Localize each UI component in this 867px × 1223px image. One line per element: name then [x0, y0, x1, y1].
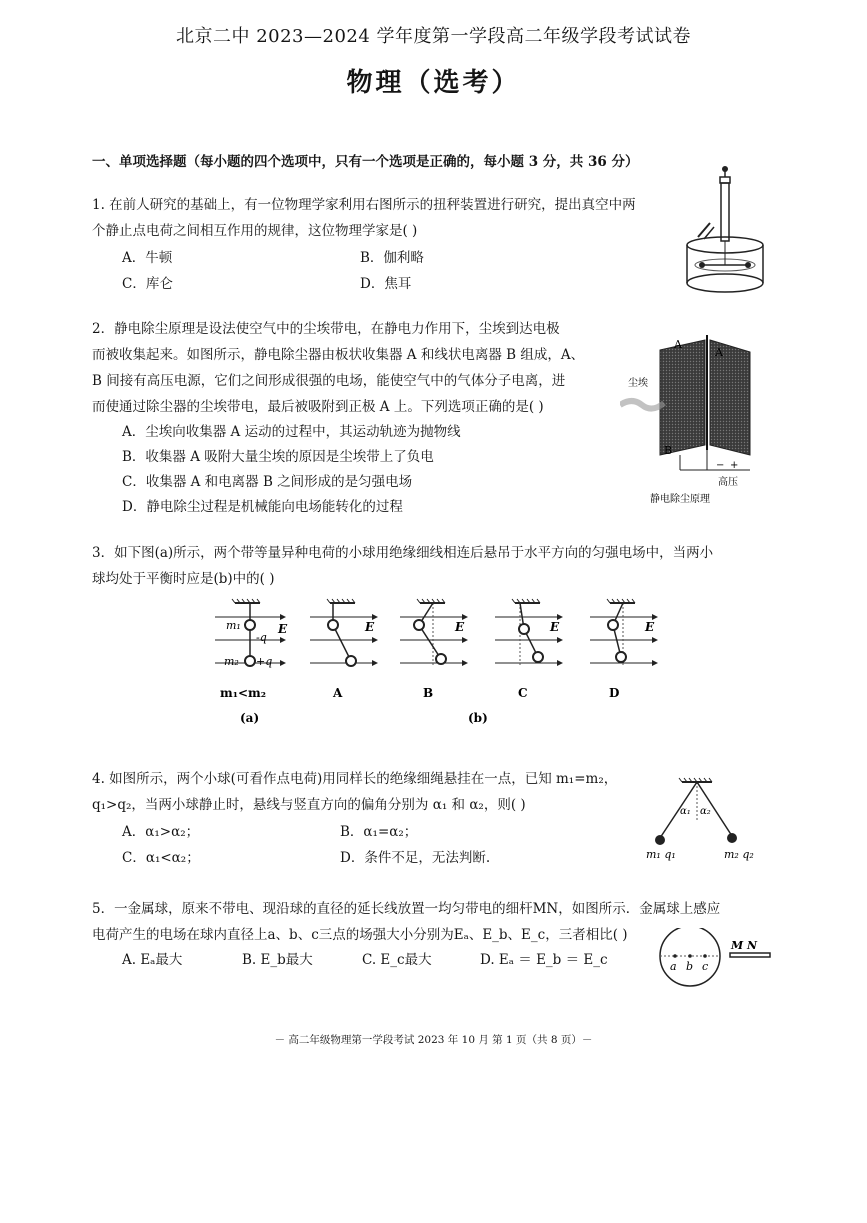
option-c: C．收集器 A 和电离器 B 之间形成的是匀强电场 [122, 474, 413, 490]
panel-label: C [518, 686, 528, 700]
dust-label: 尘埃 [628, 378, 648, 389]
question-text-line: 电荷产生的电场在球内直径上a、b、c三点的场强大小分别为Eₐ、E_b、E_c，三者相比( ) [92, 927, 628, 943]
panel-option-b [400, 599, 467, 700]
option-d: D．焦耳 [360, 276, 412, 292]
option-c: C．α₁<α₂； [122, 850, 200, 866]
torsion-balance-figure [680, 165, 780, 300]
question-text-line: 2．静电除尘原理是设法使空气中的尘埃带电，在静电力作用下，尘埃到达电极 [92, 321, 560, 337]
option-b: B．伽利略 [360, 250, 424, 266]
pendulum-figure [210, 595, 670, 730]
minus-sign: − [716, 460, 725, 471]
question-text-line: 3．如下图(a)所示，两个带等量异种电荷的小球用绝缘细线相连后悬吊于水平方向的匀强电场中，当两小 [92, 545, 714, 561]
option-a: A．尘埃向收集器 A 运动的过程中，其运动轨迹为抛物线 [122, 424, 461, 440]
question-4 [92, 766, 617, 818]
metal-sphere-figure [650, 928, 780, 988]
plate-a-label-2: A [715, 346, 723, 359]
option-b: B．α₁=α₂； [340, 824, 418, 840]
option-d: D. Eₐ ＝ E_b ＝ E_c [480, 952, 608, 968]
panel-label: B [423, 686, 434, 700]
pos-charge-label: +q [256, 655, 273, 668]
page-footer: － 高二年级物理第一学段考试 2023 年 10 月 第 1 页（共 8 页）－ [274, 1034, 593, 1046]
m2-label: m₂ [224, 655, 239, 668]
point-c-label: c [702, 960, 709, 973]
field-label: E [278, 622, 288, 636]
question-text-line: B 间接有高压电源，它们之间形成很强的电场，能使空气中的气体分子电离，进 [92, 373, 566, 389]
question-text-line: 而被收集起来。如图所示，静电除尘器由板状收集器 A 和线状电离器 B 组成，A、 [92, 347, 585, 363]
panel-label: A [333, 686, 343, 700]
question-text-line: 5．一金属球，原来不带电、现沿球的直径的延长线放置一均匀带电的细杆MN，如图所示．金属球上感应 [92, 901, 721, 917]
panel-label: D [609, 686, 620, 700]
exam-subject: 物理（选考） [346, 68, 521, 98]
option-d: D．条件不足，无法判断. [340, 850, 491, 866]
question-text-line: 4. 如图所示，两个小球(可看作点电荷)用同样长的绝缘细绳悬挂在一点，已知 m₁=m₂， [92, 771, 618, 787]
figure-caption: 静电除尘原理 [650, 494, 710, 505]
question-text-line: 而使通过除尘器的尘埃带电，最后被吸附到正极 A 上。下列选项正确的是( ) [92, 399, 544, 415]
exam-title: 北京二中 2023—2024 学年度第一学段高二年级学段考试试卷 [175, 26, 692, 47]
m1-label: m₁ [226, 619, 241, 632]
precipitator-figure [620, 330, 770, 510]
question-1 [92, 192, 636, 244]
option-d: D．静电除尘过程是机械能向电场能转化的过程 [122, 499, 403, 515]
field-label: E [550, 620, 560, 634]
option-c: C. E_c最大 [362, 952, 432, 968]
question-5 [92, 896, 720, 948]
panel-option-a [310, 599, 377, 700]
point-b-label: b [686, 960, 694, 973]
group-label-a: (a) [240, 711, 260, 725]
question-text-line: 个静止点电荷之间相互作用的规律，这位物理学家是( ) [92, 223, 418, 239]
panel-label: m₁<m₂ [220, 686, 266, 700]
neg-charge-label: -q [256, 631, 267, 644]
panel-option-c [495, 599, 562, 700]
question-text-line: q₁>q₂，当两小球静止时，悬线与竖直方向的偏角分别为 α₁ 和 α₂，则( ) [92, 797, 526, 813]
question-2 [92, 316, 584, 420]
point-a-label: a [670, 960, 677, 973]
option-a: A．牛顿 [122, 250, 173, 266]
panel-option-d [590, 599, 657, 700]
option-a: A. Eₐ最大 [122, 952, 183, 968]
section-heading: 一、单项选择题（每小题的四个选项中，只有一个选项是正确的，每小题 3 分，共 36 分） [92, 154, 639, 170]
ball2-label: m₂ q₂ [724, 848, 754, 861]
question-3 [92, 540, 713, 592]
rod-label: M N [731, 939, 758, 952]
question-text-line: 1. 在前人研究的基础上，有一位物理学家利用右图所示的扭秤装置进行研究，提出真空中两 [92, 197, 636, 213]
plate-a-label: A [674, 338, 682, 351]
field-label: E [365, 620, 375, 634]
group-label-b: (b) [468, 711, 488, 725]
field-label: E [455, 620, 465, 634]
option-b: B. E_b最大 [242, 952, 313, 968]
wire-b-label: B [664, 444, 673, 457]
option-c: C．库仑 [122, 276, 173, 292]
ball1-label: m₁ q₁ [646, 848, 676, 861]
two-charges-figure [640, 770, 770, 865]
panel-a [215, 599, 288, 725]
high-voltage-label: 高压 [718, 477, 738, 488]
angle1-label: α₁ [680, 806, 691, 817]
angle2-label: α₂ [700, 806, 711, 817]
option-b: B．收集器 A 吸附大量尘埃的原因是尘埃带上了负电 [122, 449, 434, 465]
field-label: E [645, 620, 655, 634]
question-text-line: 球均处于平衡时应是(b)中的( ) [92, 571, 275, 587]
plus-sign: + [730, 460, 739, 471]
option-a: A．α₁>α₂； [122, 824, 200, 840]
